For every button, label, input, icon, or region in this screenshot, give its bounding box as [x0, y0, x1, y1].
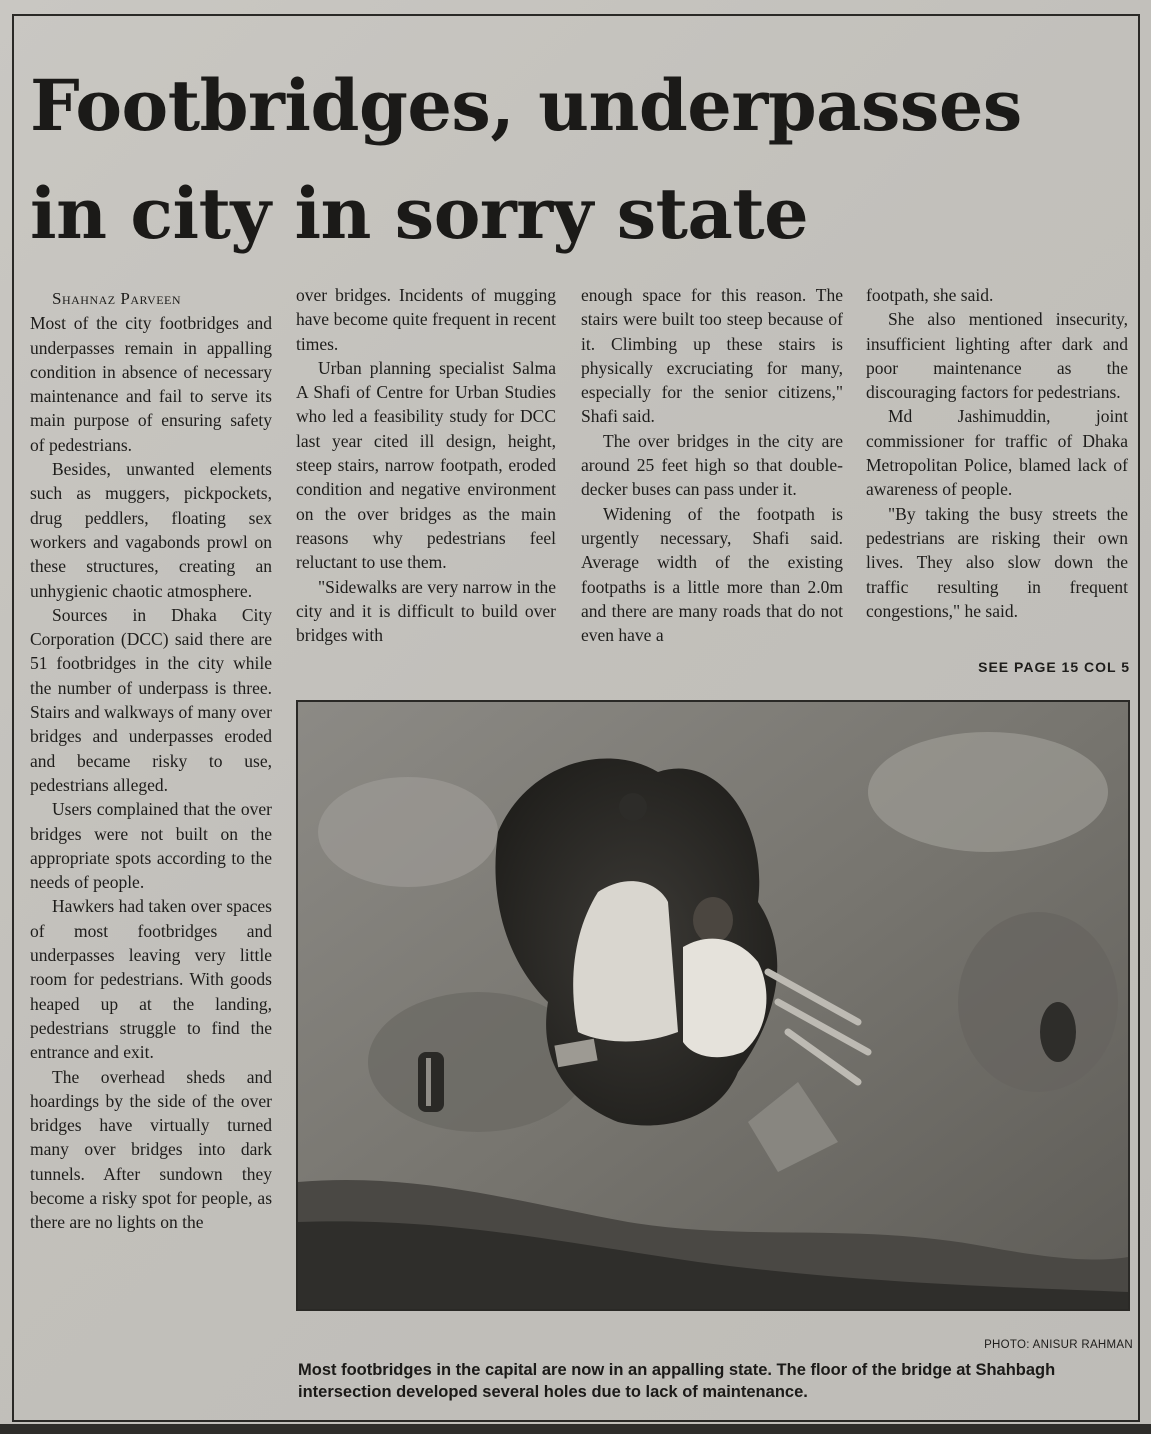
jump-line: SEE PAGE 15 COL 5: [978, 659, 1130, 675]
article-column-3: [581, 283, 843, 647]
paragraph: Sources in Dhaka City Corporation (DCC) said there are 51 footbridges in the city while the number of underpass is three. Stairs and walkways of many over bridges and underpasses eroded and became risky to use, pedestrians alleged.: [30, 604, 272, 795]
article-column-2: [296, 283, 556, 647]
paragraph: She also mentioned insecurity, insufficient lighting after dark and poor maintenance as the discouraging factors for pedestrians.: [866, 309, 1128, 403]
news-photo: [296, 700, 1130, 1311]
paragraph: Most of the city footbridges and underpasses remain in appalling condition in absence of necessary maintenance and fail to serve its main purpose of ensuring safety of pedestrians.: [30, 313, 272, 455]
byline: Shahnaz Parveen: [52, 289, 182, 308]
paragraph: The overhead sheds and hoardings by the side of the over bridges have virtually turned many over bridges into dark tunnels. After sundown they become a risky spot for people, as there are no lights on the: [30, 1066, 272, 1233]
article-column-1: [30, 287, 272, 1235]
paragraph: Users complained that the over bridges were not built on the appropriate spots according to the needs of people.: [30, 799, 272, 893]
paragraph: "Sidewalks are very narrow in the city and it is difficult to build over bridges with: [296, 576, 556, 646]
paragraph: Besides, unwanted elements such as muggers, pickpockets, drug peddlers, floating sex workers and vagabonds prowl on these structures, creating an unhygienic chaotic atmosphere.: [30, 459, 272, 601]
paragraph: Md Jashimuddin, joint commissioner for traffic of Dhaka Metropolitan Police, blamed lack of awareness of people.: [866, 406, 1128, 500]
article-column-4: [866, 283, 1128, 623]
paragraph: Urban planning specialist Salma A Shafi of Centre for Urban Studies who led a feasibility study for DCC last year cited ill design, height, steep stairs, narrow footpath, eroded condition and negative environment on the over bridges as the main reasons why pedestrians feel reluctant to use them.: [296, 357, 556, 573]
photo-credit: PHOTO: ANISUR RAHMAN: [984, 1339, 1133, 1351]
paragraph: enough space for this reason. The stairs were built too steep because of it. Climbing up these stairs is physically excruciating for many, especially for the senior citizens," Shafi said.: [581, 285, 843, 427]
paragraph: The over bridges in the city are around 25 feet high so that double-decker buses can pass under it.: [581, 430, 843, 500]
paragraph: "By taking the busy streets the pedestrians are risking their own lives. They also slow down the traffic resulting in frequent congestions," he said.: [866, 503, 1128, 621]
photo-broken-bridge-floor: [298, 702, 1128, 1309]
paragraph: over bridges. Incidents of mugging have become quite frequent in recent times.: [296, 285, 556, 354]
paragraph: footpath, she said.: [866, 285, 994, 305]
headline: [30, 52, 1130, 268]
page-edge-rule: [0, 1424, 1151, 1434]
headline-line-2: in city in sorry state: [30, 172, 809, 255]
paragraph: Widening of the footpath is urgently necessary, Shafi said. Average width of the existing footpaths is a little more than 2.0m and there are many roads that do not even have a: [581, 503, 843, 646]
paragraph: Hawkers had taken over spaces of most footbridges and underpasses leaving very little room for pedestrians. With goods heaped up at the landing, pedestrians struggle to find the entrance and exit.: [30, 896, 272, 1063]
photo-caption: Most footbridges in the capital are now in an appalling state. The floor of the bridge at Shahbagh intersection developed several holes due to lack of maintenance.: [298, 1361, 1056, 1401]
headline-line-1: Footbridges, underpasses: [30, 64, 1022, 147]
